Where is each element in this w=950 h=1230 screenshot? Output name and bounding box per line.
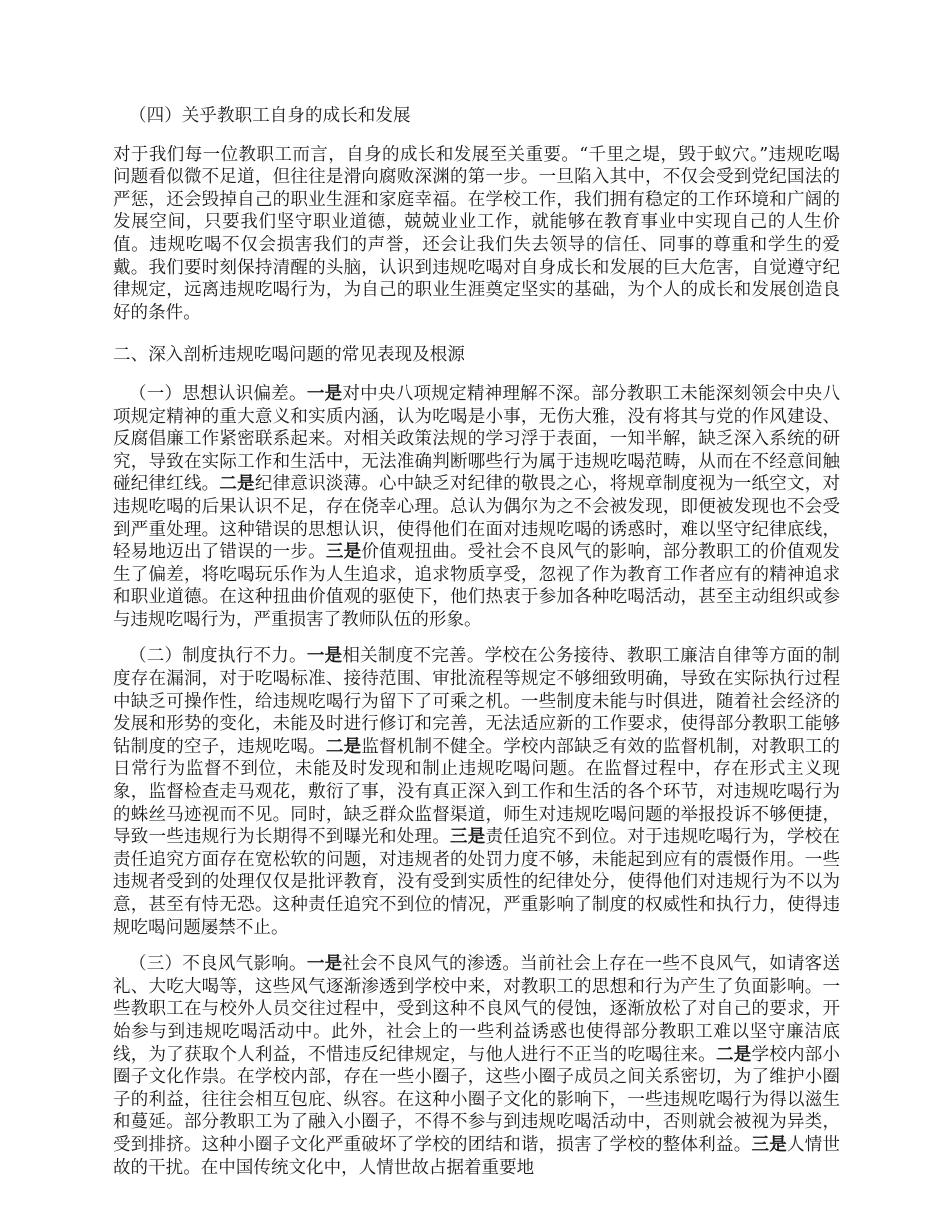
emphasis-marker: 二是: [325, 736, 362, 757]
text-run: 相关制度不完善。学校在公务接待、教职工廉洁自律等方面的制度存在漏洞，对于吃喝标准、接待范围、审批流程等规定不够细致明确，导致在实际执行过程中缺乏可操作性，给违规吃喝行为留下了可乘之机。一些制度未能与时俱进，随着社会经济的发展和形势的变化，未能及时进行修订和完善，无法适应新的工作要求，使得部分教职工能够钻制度的空子，违规吃喝。: [113, 646, 840, 757]
emphasis-marker: 二是: [219, 474, 255, 495]
body-paragraph: [113, 383, 840, 632]
emphasis-marker: 三是: [751, 1134, 787, 1155]
text-run: 学校内部小圈子文化作祟。在学校内部，存在一些小圈子，这些小圈子成员之间关系密切，为了维护小圈子的利益，往往会相互包庇、纵容。在这种小圈子文化的影响下，一些违规吃喝行为得以滋生和蔓延。部分教职工为了融入小圈子，不得不参与到违规吃喝活动中，否则就会被视为异类，受到排挤。这种小圈子文化严重破坏了学校的团结和谐，损害了学校的整体利益。: [113, 1044, 841, 1155]
body-paragraph: [113, 645, 840, 939]
text-run: （三）不良风气影响。: [129, 954, 307, 975]
emphasis-marker: 一是: [306, 954, 343, 975]
text-run: 责任追究不到位。对于违规吃喝行为，学校在责任追究方面存在宽松软的问题，对违规者的处罚力度不够，未能起到应有的震慑作用。一些违规者受到的处理仅仅是批评教育，没有受到实质性的纪律处分，使得他们对违规行为不以为意，甚至有恃无恐。这种责任追究不到位的情况，严重影响了制度的权威性和执行力，使得违规吃喝问题屡禁不止。: [113, 827, 840, 938]
text-run: 纪律意识淡薄。心中缺乏对纪律的敬畏之心，将规章制度视为一纸空文，对违规吃喝的后果认识不足，存在侥幸心理。总认为偶尔为之不会被发现，即便被发现也不会受到严重处理。这种错误的思想认识，使得他们在面对违规吃喝的诱惑时，难以坚守纪律底线，轻易地迈出了错误的一步。: [113, 474, 840, 563]
emphasis-marker: 二是: [716, 1044, 752, 1065]
emphasis-marker: 三是: [449, 827, 486, 848]
emphasis-marker: 一是: [306, 383, 343, 404]
emphasis-marker: 三是: [325, 542, 362, 563]
text-run: （二）制度执行不力。: [129, 646, 307, 667]
section-heading: 二、深入剖析违规吃喝问题的常见表现及根源: [113, 345, 465, 366]
text-run: 监督机制不健全。学校内部缺乏有效的监督机制，对教职工的日常行为监督不到位，未能及时发现和制止违规吃喝问题。在监督过程中，存在形式主义现象，监督检查走马观花，敷衍了事，没有真正深入到工作和生活的各个环节，对违规吃喝行为的蛛丝马迹视而不见。同时，缺乏群众监督渠道，师生对违规吃喝问题的举报投诉不够便捷，导致一些违规行为长期得不到曝光和处理。: [113, 736, 840, 848]
text-run: 社会不良风气的渗透。当前社会上存在一些不良风气，如请客送礼、大吃大喝等，这些风气逐渐渗透到学校中来，对教职工的思想和行为产生了负面影响。一些教职工在与校外人员交往过程中，受到这种不良风气的侵蚀，逐渐放松了对自己的要求，开始参与到违规吃喝活动中。此外，社会上的一些利益诱惑也使得部分教职工难以坚守廉洁底线，为了获取个人利益，不惜违反纪律规定，与他人进行不正当的吃喝往来。: [113, 954, 840, 1065]
body-paragraph: [113, 144, 840, 325]
text-run: 人情世故的干扰。在中国传统文化中，人情世故占据着重要地: [113, 1134, 841, 1178]
body-paragraph: [113, 953, 840, 1179]
emphasis-marker: 一是: [306, 646, 343, 667]
text-run: 对中央八项规定精神理解不深。部分教职工未能深刻领会中央八项规定精神的重大意义和实质内涵，认为吃喝是小事，无伤大雅，没有将其与党的作风建设、反腐倡廉工作紧密联系起来。对相关政策法规的学习浮于表面，一知半解，缺乏深入系统的研究，导致在实际工作和生活中，无法准确判断哪些行为属于违规吃喝范畴，从而在不经意间触碰纪律红线。: [113, 383, 840, 495]
text-run: （一）思想认识偏差。: [129, 383, 307, 404]
text-run: 价值观扭曲。受社会不良风气的影响，部分教职工的价值观发生了偏差，将吃喝玩乐作为人生追求，追求物质享受，忽视了作为教育工作者应有的精神追求和职业道德。在这种扭曲价值观的驱使下，他们热衷于参加各种吃喝活动，甚至主动组织或参与违规吃喝行为，严重损害了教师队伍的形象。: [113, 542, 840, 630]
document-body: [113, 105, 840, 1179]
text-run: 对于我们每一位教职工而言，自身的成长和发展至关重要。“千里之堤，毁于蚁穴。”违规吃喝问题看似微不足道，但往往是滑向腐败深渊的第一步。一旦陷入其中，不仅会受到党纪国法的严惩，还会毁掉自己的职业生涯和家庭幸福。在学校工作，我们拥有稳定的工作环境和广阔的发展空间，只要我们坚守职业道德，兢兢业业工作，就能够在教育事业中实现自己的人生价值。违规吃喝不仅会损害我们的声誉，还会让我们失去领导的信任、同事的尊重和学生的爱戴。我们要时刻保持清醒的头脑，认识到违规吃喝对自身成长和发展的巨大危害，自觉遵守纪律规定，远离违规吃喝行为，为自己的职业生涯奠定坚实的基础，为个人的成长和发展创造良好的条件。: [113, 144, 840, 323]
section-heading: （四）关乎教职工自身的成长和发展: [129, 106, 411, 126]
